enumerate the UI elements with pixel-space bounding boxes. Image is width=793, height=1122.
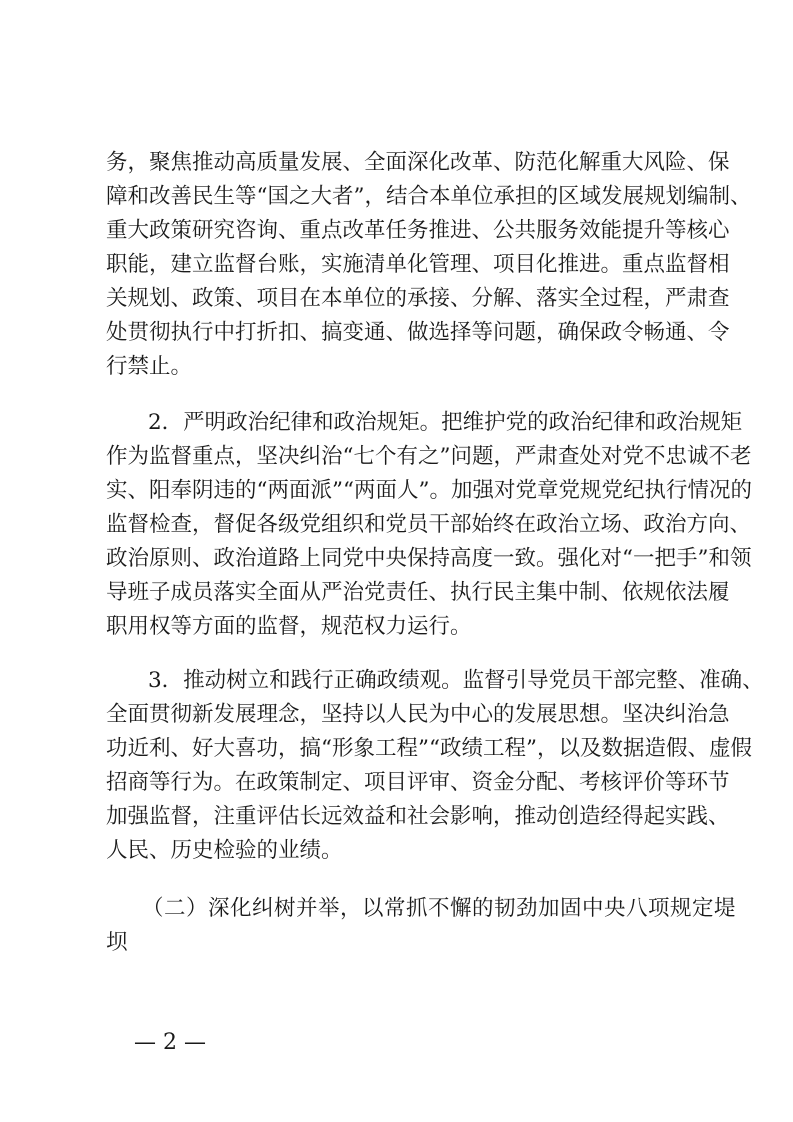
item-3-line-4: 招商等行为。在政策制定、项目评审、资金分配、考核评价等环节 [106,770,730,795]
body-line-1: 务，聚焦推动高质量发展、全面深化改革、防范化解重大风险、保 [106,150,730,175]
section-heading-line-2: 坝 [106,930,129,955]
item-2-line-3: 实、阳奉阴违的“两面派”“两面人”。加强对党章党规党纪执行情况的 [106,478,752,503]
body-line-4: 职能，建立监督台账，实施清单化管理、项目化推进。重点监督相 [106,252,730,277]
body-line-2: 障和改善民生等“国之大者”，结合本单位承担的区域发展规划编制、 [106,184,752,209]
section-heading-line-1: （二）深化纠树并举，以常抓不懈的韧劲加固中央八项规定堤 [142,896,737,921]
item-3-line-1: 3．推动树立和践行正确政绩观。监督引导党员干部完整、准确、 [148,668,764,693]
item-3-line-5: 加强监督，注重评估长远效益和社会影响，推动创造经得起实践、 [106,804,730,829]
item-2-line-4: 监督检查，督促各级党组织和党员干部始终在政治立场、政治方向、 [106,512,752,537]
item-2-line-2: 作为监督重点，坚决纠治“七个有之”问题，严肃查处对党不忠诚不老 [106,444,752,469]
item-3-line-6: 人民、历史检验的业绩。 [106,838,343,863]
item-2-line-5: 政治原则、政治道路上同党中央保持高度一致。强化对“一把手”和领 [106,546,752,571]
body-line-5: 关规划、政策、项目在本单位的承接、分解、落实全过程，严肃查 [106,286,730,311]
item-2-line-1: 2．严明政治纪律和政治规矩。把维护党的政治纪律和政治规矩 [148,410,743,435]
item-2-line-6: 导班子成员落实全面从严治党责任、执行民主集中制、依规依法履 [106,580,730,605]
item-3-line-3: 功近利、好大喜功，搞“形象工程”“政绩工程”，以及数据造假、虚假 [106,736,752,761]
item-2-line-7: 职用权等方面的监督，规范权力运行。 [106,614,472,639]
body-line-6: 处贯彻执行中打折扣、搞变通、做选择等问题，确保政令畅通、令 [106,320,730,345]
body-line-7: 行禁止。 [106,354,193,379]
body-line-3: 重大政策研究咨询、重点改革任务推进、公共服务效能提升等核心 [106,218,730,243]
page-number: — 2 — [134,1030,206,1055]
item-3-line-2: 全面贯彻新发展理念，坚持以人民为中心的发展思想。坚决纠治急 [106,702,730,727]
